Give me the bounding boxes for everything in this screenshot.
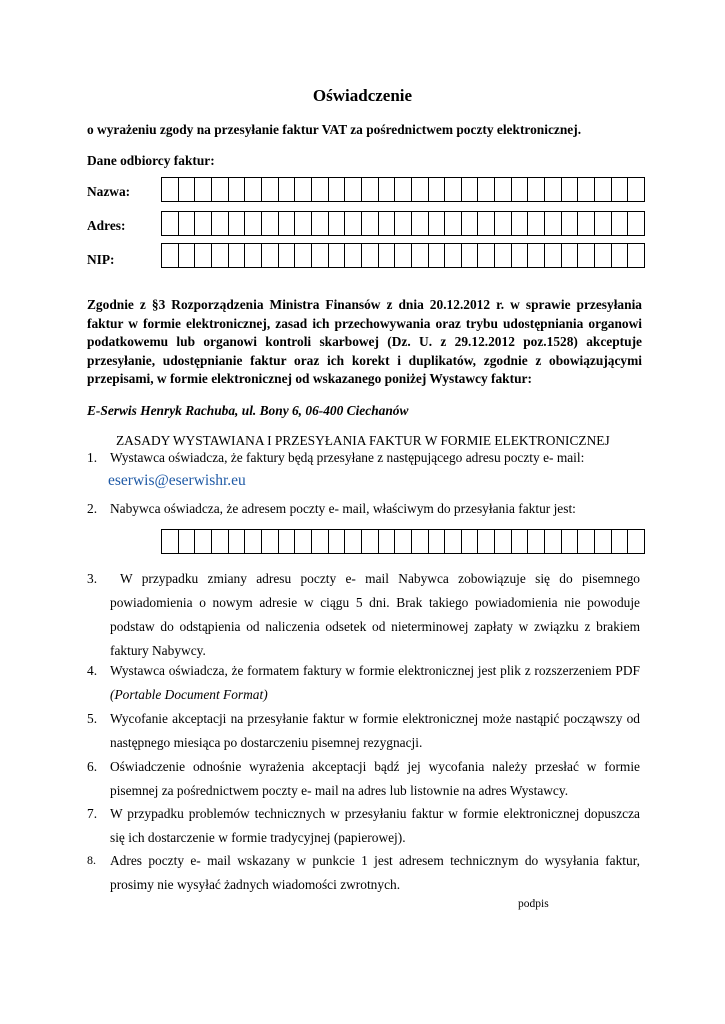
item-1-text: Wystawca oświadcza, że faktury będą przesyłane z następującego adresu poczty e- mail: <box>110 450 585 465</box>
legal-paragraph: Zgodnie z §3 Rozporządzenia Ministra Finansów z dnia 20.12.2012 r. w sprawie przesyłania faktur w formie elektronicznej, zasad ich przechowywania oraz trybu udostępniania organowi podatkowemu lub organowi kontroli skarbowej (Dz. U. z 29.12.2012 poz.1528) akceptuje przesyłanie, udostępnianie faktur oraz ich korekt i duplikatów, zgodnie z obowiązującymi przepisami, w formie elektronicznej od wskazanego poniżej Wystawcy faktur: <box>87 297 642 387</box>
item-4-text-main: Wystawca oświadcza, że formatem faktury w formie elektronicznej jest plik z rozszerzeniem PDF <box>110 663 640 678</box>
item-4-text <box>110 659 640 707</box>
item-2-text: Nabywca oświadcza, że adresem poczty e- mail, właściwym do przesyłania faktur jest: <box>110 501 576 516</box>
item-1-number: 1. <box>87 450 98 465</box>
item-5-number: 5. <box>87 711 98 726</box>
nip-label: NIP: <box>87 252 115 267</box>
issuer-email-link[interactable]: eserwis@eserwishr.eu <box>108 472 246 489</box>
item-7-number: 7. <box>87 806 98 821</box>
name-field[interactable] <box>161 177 645 202</box>
signature-label: podpis <box>518 898 549 910</box>
nip-field[interactable] <box>161 243 645 268</box>
buyer-email-field[interactable] <box>161 529 645 554</box>
item-8-number: 8. <box>87 853 96 867</box>
issuer-company: E-Serwis Henryk Rachuba, ul. Bony 6, 06-400 Ciechanów <box>87 403 409 418</box>
address-field[interactable] <box>161 211 645 236</box>
item-4-text-italic: (Portable Document Format) <box>110 687 268 702</box>
item-3-number: 3. <box>87 571 98 586</box>
document-title: Oświadczenie <box>312 86 413 105</box>
name-label: Nazwa: <box>87 184 131 199</box>
item-3-text: W przypadku zmiany adresu poczty e- mail Nabywca zobowiązuje się do pisemnego powiadomienia o nowym adresie w ciągu 5 dni. Brak takiego powiadomienia nie powoduje podstaw do odstąpienia od naliczenia odsetek od nieterminowej zapłaty w związku z brakiem faktury Nabywcy. <box>110 571 640 658</box>
item-6-number: 6. <box>87 759 98 774</box>
recipient-heading: Dane odbiorcy faktur: <box>87 153 215 168</box>
rules-heading: ZASADY WYSTAWIANA I PRZESYŁANIA FAKTUR W FORMIE ELEKTRONICZNEJ <box>116 433 610 448</box>
item-4-number: 4. <box>87 663 98 678</box>
item-5-text: Wycofanie akceptacji na przesyłanie faktur w formie elektronicznej może nastąpić począwszy od następnego miesiąca po dostarczeniu pisemnej rezygnacji. <box>110 711 640 750</box>
item-8-text: Adres poczty e- mail wskazany w punkcie 1 jest adresem technicznym do wysyłania faktur, prosimy nie wysyłać żadnych wiadomości zwrotnych. <box>110 853 640 892</box>
item-2-number: 2. <box>87 501 98 516</box>
address-label: Adres: <box>87 218 126 233</box>
item-7-text: W przypadku problemów technicznych w przesyłaniu faktur w formie elektronicznej dopuszcza się ich dostarczenie w formie tradycyjnej (papierowej). <box>110 806 640 845</box>
document-subtitle: o wyrażeniu zgody na przesyłanie faktur VAT za pośrednictwem poczty elektronicznej. <box>87 122 582 137</box>
item-6-text: Oświadczenie odnośnie wyrażenia akceptacji bądź jej wycofania należy przesłać w formie pisemnej za pośrednictwem poczty e- mail na adres lub listownie na adres Wystawcy. <box>110 759 640 798</box>
